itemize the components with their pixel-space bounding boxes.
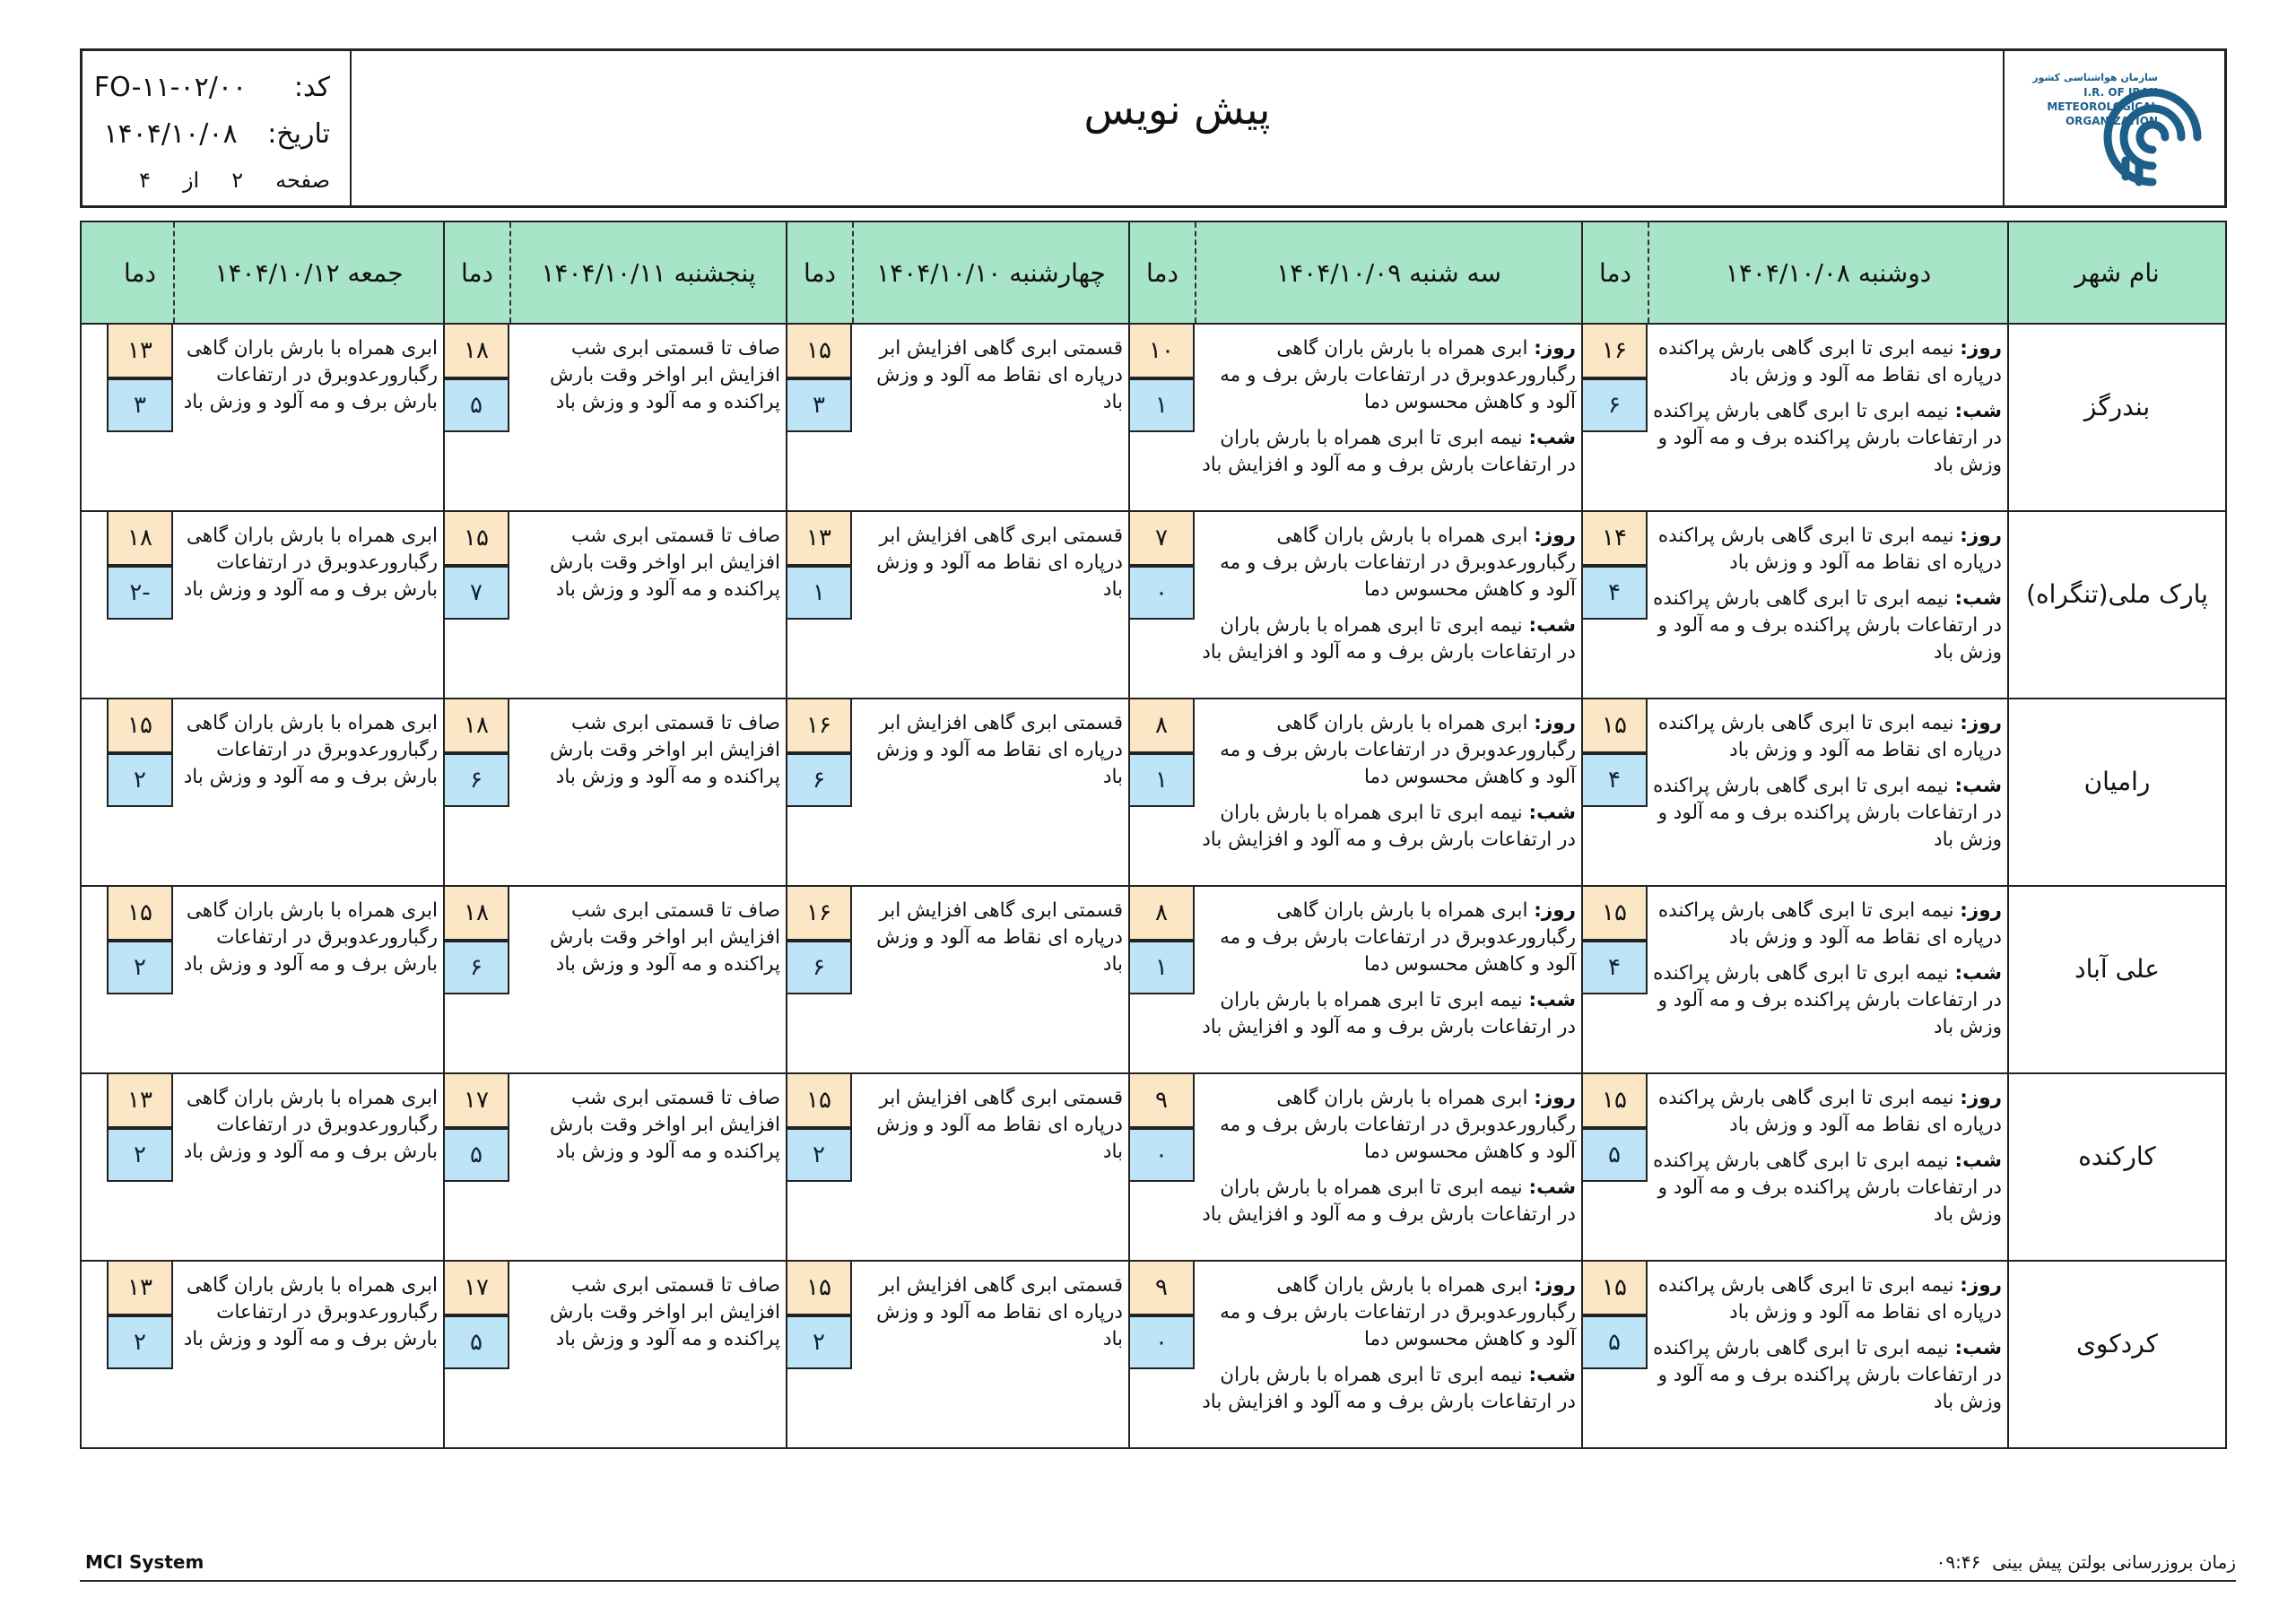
min-temp-4: ۷	[443, 566, 509, 620]
temp-cell-2	[1128, 325, 1195, 510]
forecast-text: صاف تا قسمتی ابری شب افزایش ابر اواخر وقت بارش پراکنده و مه آلود و وزش باد	[549, 525, 780, 601]
forecast-cell-1	[1648, 1262, 2007, 1447]
forecast-text: ابری همراه با بارش باران گاهی رگبارورعدوبرق در ارتفاعات بارش برف و مه آلود و وزش باد	[183, 337, 438, 413]
min-temp-3: ۳	[786, 378, 852, 432]
forecast-cell-1	[1648, 1074, 2007, 1260]
min-temp-3: ۲	[786, 1315, 852, 1369]
temp-cell-3	[786, 887, 852, 1072]
min-temp-2: ۰	[1128, 566, 1195, 620]
temp-cell-5	[107, 699, 173, 885]
page-indicator	[91, 157, 330, 204]
date-row	[91, 110, 330, 157]
temp-cell-1	[1581, 887, 1648, 1072]
temp-cell-4	[443, 1262, 509, 1447]
day-forecast	[1653, 1272, 2002, 1326]
min-temp-5: ۲	[107, 1128, 173, 1182]
temp-cell-3	[786, 699, 852, 885]
forecast-cell-4	[509, 1074, 786, 1260]
night-forecast-text: نیمه ابری تا ابری همراه با بارش باران در ارتفاعات بارش برف و مه آلود و افزایش باد	[1202, 802, 1576, 851]
day-forecast-text: نیمه ابری تا ابری گاهی بارش پراکنده درپاره ای نقاط مه آلود و وزش باد	[1657, 525, 2002, 574]
forecast-cell-5	[173, 512, 443, 698]
max-temp-2: ۸	[1128, 699, 1195, 753]
forecast-cell-5	[173, 325, 443, 510]
forecast-text: صاف تا قسمتی ابری شب افزایش ابر اواخر وقت بارش پراکنده و مه آلود و وزش باد	[549, 899, 780, 976]
temp-cell-5	[107, 325, 173, 510]
forecast-cell-3	[852, 887, 1128, 1072]
forecast-text: صاف تا قسمتی ابری شب افزایش ابر اواخر وقت بارش پراکنده و مه آلود و وزش باد	[549, 1274, 780, 1350]
city-name: پارک ملی(تنگراه)	[2007, 512, 2225, 698]
day-forecast-text: ابری همراه با بارش باران گاهی رگبارورعدوبرق در ارتفاعات بارش برف و مه آلود و کاهش محسوس دما	[1220, 899, 1576, 976]
min-temp-2: ۱	[1128, 753, 1195, 807]
system-name: MCI System	[85, 1551, 204, 1573]
min-temp-4: ۵	[443, 1128, 509, 1182]
update-label: زمان بروزرسانی بولتن پیش بینی	[1992, 1551, 2236, 1573]
temp-cell-5	[107, 1074, 173, 1260]
logo-text-persian: سازمان هواشناسی کشور	[2032, 72, 2158, 83]
max-temp-4: ۱۸	[443, 887, 509, 941]
day-forecast	[1653, 1085, 2002, 1139]
table-row	[82, 699, 2225, 887]
temp-cell-1	[1581, 699, 1648, 885]
forecast-cell-2	[1195, 887, 1581, 1072]
min-temp-5: ۲	[107, 941, 173, 994]
forecast-text: ابری همراه با بارش باران گاهی رگبارورعدوبرق در ارتفاعات بارش برف و مه آلود و وزش باد	[183, 712, 438, 788]
day-forecast-text: نیمه ابری تا ابری گاهی بارش پراکنده درپاره ای نقاط مه آلود و وزش باد	[1657, 337, 2002, 386]
night-forecast	[1653, 586, 2002, 666]
night-forecast-text: نیمه ابری تا ابری گاهی بارش پراکنده در ارتفاعات بارش پراکنده برف و مه آلود و وزش باد	[1653, 1150, 2002, 1226]
day-label: روز:	[1534, 1274, 1576, 1297]
max-temp-5: ۱۳	[107, 1262, 173, 1315]
table-row	[82, 1074, 2225, 1262]
max-temp-5: ۱۸	[107, 512, 173, 566]
max-temp-1: ۱۶	[1581, 325, 1648, 378]
min-temp-3: ۶	[786, 941, 852, 994]
night-forecast	[1653, 1148, 2002, 1228]
day-header-5: جمعه ۱۴۰۴/۱۰/۱۲	[173, 222, 443, 323]
night-forecast	[1200, 800, 1576, 854]
forecast-cell-2	[1195, 1262, 1581, 1447]
temp-cell-4	[443, 1074, 509, 1260]
max-temp-3: ۱۵	[786, 325, 852, 378]
day-forecast	[1200, 898, 1576, 978]
forecast-text: قسمتی ابری گاهی افزایش ابر درپاره ای نقاط مه آلود و وزش باد	[876, 712, 1123, 788]
city-name: کارکنده	[2007, 1074, 2225, 1260]
forecast-cell-5	[173, 1262, 443, 1447]
night-forecast-text: نیمه ابری تا ابری همراه با بارش باران در ارتفاعات بارش برف و مه آلود و افزایش باد	[1202, 614, 1576, 664]
night-forecast-text: نیمه ابری تا ابری همراه با بارش باران در ارتفاعات بارش برف و مه آلود و افزایش باد	[1202, 989, 1576, 1038]
temp-cell-5	[107, 887, 173, 1072]
night-label: شب:	[1954, 587, 2002, 610]
night-forecast-text: نیمه ابری تا ابری همراه با بارش باران در ارتفاعات بارش برف و مه آلود و افزایش باد	[1202, 1364, 1576, 1413]
forecast-cell-5	[173, 699, 443, 885]
max-temp-1: ۱۴	[1581, 512, 1648, 566]
day-forecast	[1200, 523, 1576, 603]
temp-cell-3	[786, 1262, 852, 1447]
forecast-text: قسمتی ابری گاهی افزایش ابر درپاره ای نقاط مه آلود و وزش باد	[876, 1274, 1123, 1350]
forecast-cell-2	[1195, 1074, 1581, 1260]
table-row	[82, 1262, 2225, 1447]
max-temp-4: ۱۵	[443, 512, 509, 566]
night-label: شب:	[1954, 1150, 2002, 1172]
min-temp-2: ۰	[1128, 1128, 1195, 1182]
min-temp-4: ۶	[443, 941, 509, 994]
max-temp-4: ۱۷	[443, 1074, 509, 1128]
night-label: شب:	[1528, 427, 1576, 449]
city-name: کردکوی	[2007, 1262, 2225, 1447]
day-label: روز:	[1960, 712, 2002, 734]
forecast-text: ابری همراه با بارش باران گاهی رگبارورعدوبرق در ارتفاعات بارش برف و مه آلود و وزش باد	[183, 1274, 438, 1350]
forecast-cell-3	[852, 512, 1128, 698]
night-forecast	[1200, 612, 1576, 666]
night-label: شب:	[1528, 1364, 1576, 1386]
forecast-cell-1	[1648, 325, 2007, 510]
night-label: شب:	[1528, 989, 1576, 1011]
title-cell	[352, 51, 2003, 205]
night-label: شب:	[1954, 962, 2002, 985]
city-name: بندرگز	[2007, 325, 2225, 510]
logo-text-line-2: METEOROLOGICAL	[2047, 100, 2158, 113]
document-meta	[83, 51, 352, 205]
city-column-header: نام شهر	[2007, 222, 2225, 323]
forecast-text: قسمتی ابری گاهی افزایش ابر درپاره ای نقاط مه آلود و وزش باد	[876, 525, 1123, 601]
table-row	[82, 887, 2225, 1074]
temp-header-2: دما	[1128, 222, 1195, 323]
forecast-cell-3	[852, 1074, 1128, 1260]
night-label: شب:	[1954, 1337, 2002, 1359]
max-temp-3: ۱۵	[786, 1074, 852, 1128]
forecast-text: صاف تا قسمتی ابری شب افزایش ابر اواخر وقت بارش پراکنده و مه آلود و وزش باد	[549, 1087, 780, 1163]
min-temp-5: -۲	[107, 566, 173, 620]
update-time: ۰۹:۴۶	[1935, 1551, 1981, 1573]
forecast-cell-3	[852, 699, 1128, 885]
day-forecast	[1653, 523, 2002, 577]
night-forecast-text: نیمه ابری تا ابری گاهی بارش پراکنده در ارتفاعات بارش پراکنده برف و مه آلود و وزش باد	[1653, 962, 2002, 1038]
day-label: روز:	[1534, 525, 1576, 547]
forecast-cell-1	[1648, 887, 2007, 1072]
temp-cell-3	[786, 325, 852, 510]
forecast-cell-2	[1195, 512, 1581, 698]
night-forecast	[1200, 1362, 1576, 1416]
forecast-cell-4	[509, 512, 786, 698]
night-forecast	[1653, 398, 2002, 479]
min-temp-5: ۲	[107, 753, 173, 807]
day-header-3: چهارشنبه ۱۴۰۴/۱۰/۱۰	[852, 222, 1128, 323]
page-title: پیش نویس	[1083, 85, 1271, 134]
night-label: شب:	[1528, 802, 1576, 824]
min-temp-2: ۱	[1128, 941, 1195, 994]
max-temp-5: ۱۵	[107, 887, 173, 941]
logo-text-line-3: ORGANIZATION	[2065, 115, 2158, 127]
day-header-1: دوشنبه ۱۴۰۴/۱۰/۰۸	[1648, 222, 2007, 323]
day-forecast-text: نیمه ابری تا ابری گاهی بارش پراکنده درپاره ای نقاط مه آلود و وزش باد	[1657, 899, 2002, 949]
night-forecast	[1653, 960, 2002, 1041]
update-time-info	[1936, 1551, 2236, 1573]
logo-cell	[2003, 51, 2224, 205]
forecast-text: قسمتی ابری گاهی افزایش ابر درپاره ای نقاط مه آلود و وزش باد	[876, 337, 1123, 413]
min-temp-2: ۱	[1128, 378, 1195, 432]
forecast-cell-4	[509, 325, 786, 510]
temp-cell-1	[1581, 512, 1648, 698]
temp-header-1: دما	[1581, 222, 1648, 323]
page-of: از	[182, 168, 200, 193]
page-number: ۲	[231, 168, 244, 193]
max-temp-5: ۱۳	[107, 1074, 173, 1128]
forecast-cell-4	[509, 1262, 786, 1447]
table-row	[82, 325, 2225, 512]
max-temp-4: ۱۷	[443, 1262, 509, 1315]
day-forecast-text: نیمه ابری تا ابری گاهی بارش پراکنده درپاره ای نقاط مه آلود و وزش باد	[1657, 1274, 2002, 1324]
min-temp-3: ۶	[786, 753, 852, 807]
forecast-cell-4	[509, 887, 786, 1072]
forecast-cell-5	[173, 1074, 443, 1260]
temp-cell-2	[1128, 1074, 1195, 1260]
forecast-cell-3	[852, 325, 1128, 510]
day-forecast-text: نیمه ابری تا ابری گاهی بارش پراکنده درپاره ای نقاط مه آلود و وزش باد	[1657, 712, 2002, 761]
temp-cell-4	[443, 325, 509, 510]
temp-cell-3	[786, 512, 852, 698]
day-label: روز:	[1960, 1274, 2002, 1297]
forecast-cell-3	[852, 1262, 1128, 1447]
forecast-text: صاف تا قسمتی ابری شب افزایش ابر اواخر وقت بارش پراکنده و مه آلود و وزش باد	[549, 712, 780, 788]
temp-cell-1	[1581, 325, 1648, 510]
city-name: رامیان	[2007, 699, 2225, 885]
day-label: روز:	[1534, 899, 1576, 922]
night-forecast-text: نیمه ابری تا ابری گاهی بارش پراکنده در ارتفاعات بارش پراکنده برف و مه آلود و وزش باد	[1653, 775, 2002, 851]
day-forecast-text: ابری همراه با بارش باران گاهی رگبارورعدوبرق در ارتفاعات بارش برف و مه آلود و کاهش محسوس دما	[1220, 337, 1576, 413]
temp-cell-2	[1128, 512, 1195, 698]
day-forecast	[1200, 335, 1576, 416]
day-label: روز:	[1960, 1087, 2002, 1109]
max-temp-2: ۱۰	[1128, 325, 1195, 378]
day-label: روز:	[1960, 337, 2002, 360]
forecast-text: ابری همراه با بارش باران گاهی رگبارورعدوبرق در ارتفاعات بارش برف و مه آلود و وزش باد	[183, 525, 438, 601]
min-temp-3: ۲	[786, 1128, 852, 1182]
code-value: FO-۱۱-۰۲/۰۰	[93, 71, 248, 103]
forecast-cell-2	[1195, 325, 1581, 510]
night-forecast	[1653, 1335, 2002, 1416]
max-temp-2: ۷	[1128, 512, 1195, 566]
temp-cell-3	[786, 1074, 852, 1260]
temp-header-5: دما	[124, 257, 156, 288]
forecast-table	[80, 221, 2227, 1449]
page-total: ۴	[139, 168, 151, 193]
temp-cell-2	[1128, 1262, 1195, 1447]
forecast-cell-4	[509, 699, 786, 885]
day-forecast-text: ابری همراه با بارش باران گاهی رگبارورعدوبرق در ارتفاعات بارش برف و مه آلود و کاهش محسوس دما	[1220, 1087, 1576, 1163]
min-temp-1: ۴	[1581, 941, 1648, 994]
max-temp-5: ۱۳	[107, 325, 173, 378]
forecast-text: ابری همراه با بارش باران گاهی رگبارورعدوبرق در ارتفاعات بارش برف و مه آلود و وزش باد	[183, 899, 438, 976]
forecast-cell-5	[173, 887, 443, 1072]
min-temp-3: ۱	[786, 566, 852, 620]
temp-cell-2	[1128, 699, 1195, 885]
day-forecast	[1200, 710, 1576, 791]
forecast-cell-2	[1195, 699, 1581, 885]
temp-cell-4	[443, 512, 509, 698]
min-temp-1: ۵	[1581, 1128, 1648, 1182]
day-label: روز:	[1960, 525, 2002, 547]
forecast-text: قسمتی ابری گاهی افزایش ابر درپاره ای نقاط مه آلود و وزش باد	[876, 899, 1123, 976]
temp-cell-5	[107, 512, 173, 698]
max-temp-4: ۱۸	[443, 699, 509, 753]
max-temp-5: ۱۵	[107, 699, 173, 753]
night-forecast-text: نیمه ابری تا ابری همراه با بارش باران در ارتفاعات بارش برف و مه آلود و افزایش باد	[1202, 427, 1576, 476]
table-header	[82, 222, 2225, 325]
day-header-2: سه شنبه ۱۴۰۴/۱۰/۰۹	[1195, 222, 1581, 323]
table-body	[82, 325, 2225, 1447]
temp-cell-1	[1581, 1074, 1648, 1260]
min-temp-1: ۴	[1581, 566, 1648, 620]
day-forecast-text: ابری همراه با بارش باران گاهی رگبارورعدوبرق در ارتفاعات بارش برف و مه آلود و کاهش محسوس دما	[1220, 525, 1576, 601]
min-temp-4: ۶	[443, 753, 509, 807]
min-temp-1: ۶	[1581, 378, 1648, 432]
forecast-cell-1	[1648, 512, 2007, 698]
night-forecast-text: نیمه ابری تا ابری همراه با بارش باران در ارتفاعات بارش برف و مه آلود و افزایش باد	[1202, 1176, 1576, 1226]
logo-text-line-1: I.R. OF IRAN	[2083, 86, 2158, 99]
table-row	[82, 512, 2225, 699]
meteorological-logo-icon	[2099, 83, 2206, 191]
forecast-text: صاف تا قسمتی ابری شب افزایش ابر اواخر وقت بارش پراکنده و مه آلود و وزش باد	[549, 337, 780, 413]
day-label: روز:	[1960, 899, 2002, 922]
document-header	[80, 48, 2227, 208]
day-forecast	[1653, 335, 2002, 389]
max-temp-2: ۹	[1128, 1262, 1195, 1315]
night-forecast-text: نیمه ابری تا ابری گاهی بارش پراکنده در ارتفاعات بارش پراکنده برف و مه آلود و وزش باد	[1653, 400, 2002, 476]
code-row	[91, 64, 330, 110]
min-temp-2: ۰	[1128, 1315, 1195, 1369]
min-temp-4: ۵	[443, 378, 509, 432]
day-forecast	[1200, 1085, 1576, 1166]
max-temp-3: ۱۵	[786, 1262, 852, 1315]
max-temp-2: ۸	[1128, 887, 1195, 941]
temp-cell-4	[443, 887, 509, 1072]
night-label: شب:	[1528, 1176, 1576, 1199]
night-forecast	[1200, 425, 1576, 479]
max-temp-3: ۱۳	[786, 512, 852, 566]
night-label: شب:	[1954, 400, 2002, 422]
temp-cell-1	[1581, 1262, 1648, 1447]
date-label: تاریخ:	[267, 117, 330, 150]
night-forecast-text: نیمه ابری تا ابری گاهی بارش پراکنده در ارتفاعات بارش پراکنده برف و مه آلود و وزش باد	[1653, 1337, 2002, 1413]
night-forecast	[1200, 1175, 1576, 1228]
max-temp-1: ۱۵	[1581, 1262, 1648, 1315]
max-temp-1: ۱۵	[1581, 887, 1648, 941]
day-label: روز:	[1534, 1087, 1576, 1109]
temp-cell-5	[107, 1262, 173, 1447]
temp-cell-4	[443, 699, 509, 885]
forecast-cell-1	[1648, 699, 2007, 885]
max-temp-1: ۱۵	[1581, 699, 1648, 753]
night-label: شب:	[1528, 614, 1576, 637]
code-label: کد:	[293, 71, 330, 103]
day-forecast-text: ابری همراه با بارش باران گاهی رگبارورعدوبرق در ارتفاعات بارش برف و مه آلود و کاهش محسوس دما	[1220, 1274, 1576, 1350]
min-temp-5: ۳	[107, 378, 173, 432]
temp-cell-2	[1128, 887, 1195, 1072]
forecast-text: قسمتی ابری گاهی افزایش ابر درپاره ای نقاط مه آلود و وزش باد	[876, 1087, 1123, 1163]
min-temp-5: ۲	[107, 1315, 173, 1369]
max-temp-1: ۱۵	[1581, 1074, 1648, 1128]
max-temp-3: ۱۶	[786, 699, 852, 753]
day-forecast-text: نیمه ابری تا ابری گاهی بارش پراکنده درپاره ای نقاط مه آلود و وزش باد	[1657, 1087, 2002, 1136]
day-forecast-text: ابری همراه با بارش باران گاهی رگبارورعدوبرق در ارتفاعات بارش برف و مه آلود و کاهش محسوس دما	[1220, 712, 1576, 788]
temp-header-3: دما	[786, 222, 852, 323]
night-forecast	[1200, 987, 1576, 1041]
min-temp-1: ۵	[1581, 1315, 1648, 1369]
min-temp-4: ۵	[443, 1315, 509, 1369]
day-header-4: پنجشنبه ۱۴۰۴/۱۰/۱۱	[509, 222, 786, 323]
day-label: روز:	[1534, 712, 1576, 734]
temp-header-4: دما	[443, 222, 509, 323]
max-temp-3: ۱۶	[786, 887, 852, 941]
max-temp-2: ۹	[1128, 1074, 1195, 1128]
day-forecast	[1200, 1272, 1576, 1353]
night-forecast-text: نیمه ابری تا ابری گاهی بارش پراکنده در ارتفاعات بارش پراکنده برف و مه آلود و وزش باد	[1653, 587, 2002, 664]
night-forecast	[1653, 773, 2002, 854]
max-temp-4: ۱۸	[443, 325, 509, 378]
forecast-text: ابری همراه با بارش باران گاهی رگبارورعدوبرق در ارتفاعات بارش برف و مه آلود و وزش باد	[183, 1087, 438, 1163]
day-forecast	[1653, 710, 2002, 764]
night-label: شب:	[1954, 775, 2002, 797]
city-name: علی آباد	[2007, 887, 2225, 1072]
date-value: ۱۴۰۴/۱۰/۰۸	[103, 117, 238, 150]
day-forecast	[1653, 898, 2002, 951]
day-label: روز:	[1534, 337, 1576, 360]
page-label: صفحه	[275, 168, 330, 193]
page-footer	[80, 1551, 2236, 1582]
min-temp-1: ۴	[1581, 753, 1648, 807]
